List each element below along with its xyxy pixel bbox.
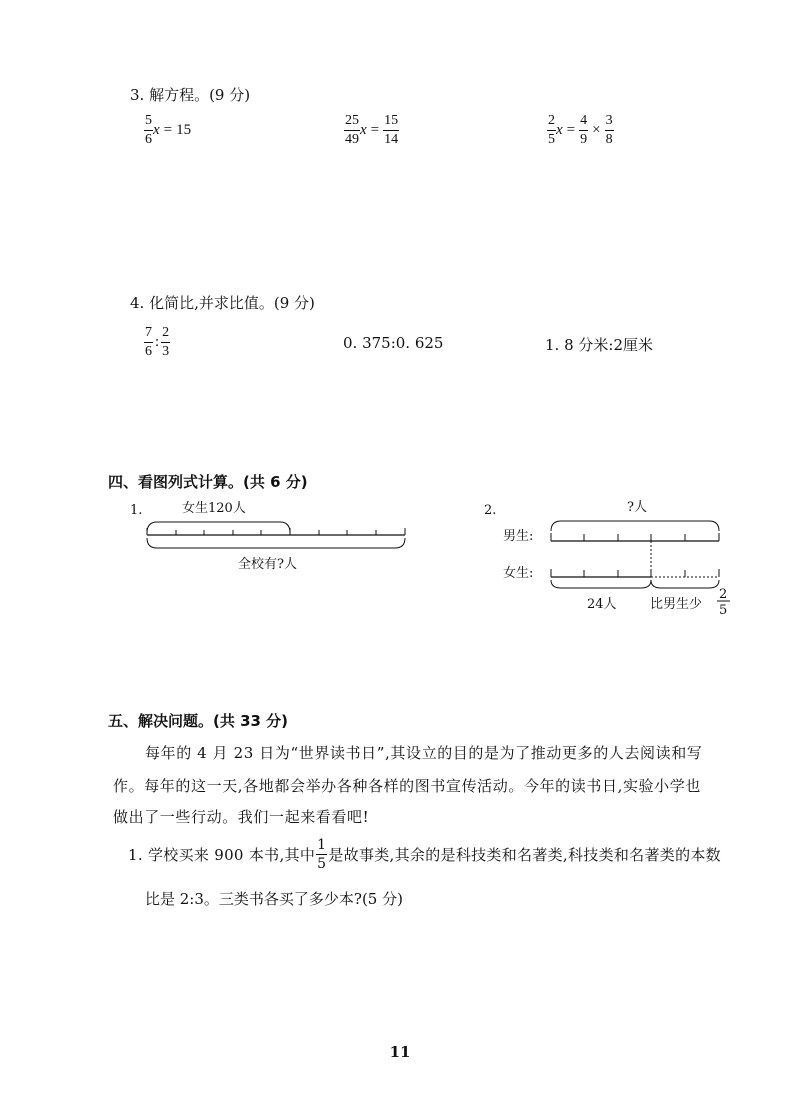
fraction-numerator: 2 <box>719 587 728 602</box>
ratio-problem-2: 0. 375:0. 625 <box>343 334 444 352</box>
bottom-brace <box>147 538 405 548</box>
fraction: $\frac{1}{5}$ <box>317 837 327 872</box>
diagram-1-top-label: 女生120人 <box>182 501 246 516</box>
ratio-problem-1: $\frac{7}{6}$ : $\frac{2}{3}$ <box>145 325 170 359</box>
right-bottom-brace <box>651 580 719 588</box>
equation-2: $\frac{25}{49}$ x = $\frac{15}{14}$ <box>345 113 399 147</box>
left-bottom-brace <box>551 580 651 588</box>
fraction: $\frac{3}{8}$ <box>605 113 613 147</box>
question-1-line-2: 比是 2:3。三类书各买了多少本?(5 分) <box>145 890 403 908</box>
part-4-title: 四、看图列式计算。(共 6 分) <box>108 473 308 491</box>
top-brace <box>551 521 719 531</box>
fraction: $\frac{2}{5}$ <box>548 113 555 147</box>
page-number: 11 <box>389 1043 411 1061</box>
boys-label: 男生: <box>503 529 534 544</box>
fraction: $\frac{15}{14}$ <box>384 113 399 147</box>
part-5-title: 五、解决问题。(共 33 分) <box>108 712 289 730</box>
segment-ticks <box>147 528 405 535</box>
section-3-title: 3. 解方程。(9 分) <box>130 86 251 104</box>
diagram-2 <box>475 495 745 617</box>
equation-3: $\frac{2}{5}$ x = $\frac{4}{9}$ × $\frac{3}{8}$ <box>548 113 613 147</box>
diagram-1 <box>120 495 420 580</box>
boys-ticks <box>551 533 719 541</box>
fraction: $\frac{5}{6}$ <box>145 113 152 147</box>
intro-line-2: 作。每年的这一天,各地都会举办各种各样的图书宣传活动。今年的读书日,实验小学也 <box>113 777 701 795</box>
diagram-2-number: 2. <box>484 503 497 518</box>
intro-line-3: 做出了一些行动。我们一起来看看吧! <box>113 808 370 826</box>
diagram-2-top-label: ?人 <box>627 500 647 515</box>
intro-line-1: 每年的 4 月 23 日为“世界读书日”,其设立的目的是为了推动更多的人去阅读和写 <box>145 744 703 762</box>
section-4-title: 4. 化简比,并求比值。(9 分) <box>130 294 315 312</box>
girls-label: 女生: <box>503 566 534 581</box>
top-brace <box>147 522 290 533</box>
diagram-1-number: 1. <box>130 503 143 518</box>
ratio-problem-3: 1. 8 分米:2厘米 <box>545 336 653 354</box>
fraction-denominator: 5 <box>719 603 728 617</box>
fewer-than-boys-label: 比男生少 <box>650 597 703 612</box>
fraction: $\frac{2}{3}$ <box>162 325 170 359</box>
girls-ticks <box>551 569 719 577</box>
fraction: $\frac{25}{49}$ <box>345 113 359 147</box>
diagram-1-bottom-label: 全校有?人 <box>238 557 297 572</box>
equation-1: $\frac{5}{6}$ x = 15 <box>145 113 192 147</box>
girls-count-label: 24人 <box>587 597 617 612</box>
question-1-line-1: 1. 学校买来 900 本书,其中 $\frac{1}{5}$ 是故事类,其余的是科技类和名著类,科技类和名著类的本数 <box>128 837 721 872</box>
fraction: $\frac{4}{9}$ <box>580 113 588 147</box>
fraction: $\frac{7}{6}$ <box>145 325 152 359</box>
